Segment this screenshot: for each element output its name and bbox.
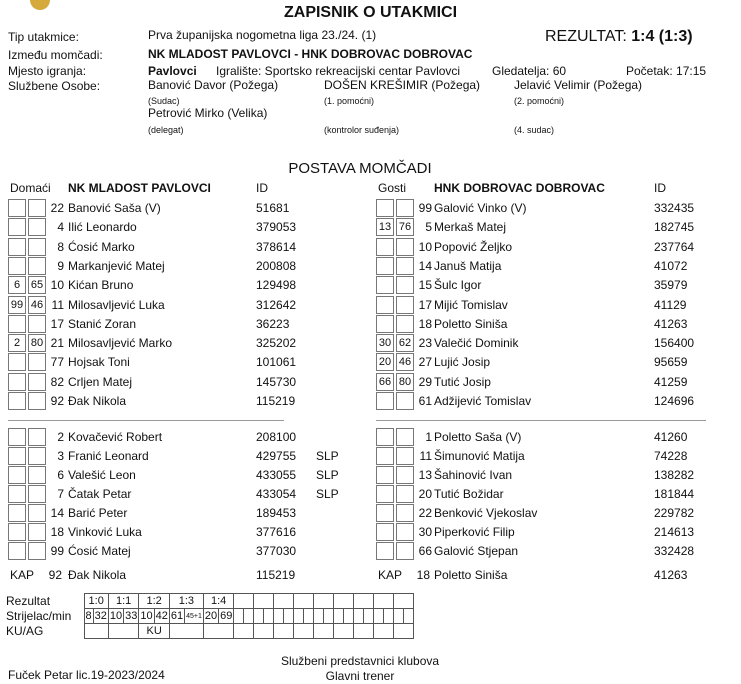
home-starter-player-id: 379053 (256, 220, 297, 235)
home-starter-player-name: Milosavljević Marko (68, 336, 173, 351)
goal-score-cell: 1:3 (169, 594, 203, 609)
home-captain-name: Đak Nikola (68, 568, 127, 582)
empty-scorer-cell (334, 609, 344, 624)
home-starter-player-number: 22 (50, 201, 64, 215)
scoring-ku-row (6, 624, 414, 639)
home-starter-player-number: 4 (57, 220, 64, 235)
home-sub-player-id: 433055 (256, 468, 297, 482)
home-starter-player-id: 378614 (256, 239, 297, 254)
empty-minute-cell (304, 609, 314, 624)
home-starter-player-id: 145730 (256, 374, 297, 389)
away-sub-player-name: Šimunović Matija (434, 449, 525, 463)
away-sub-sub-in-box (376, 542, 394, 560)
scoring-table (6, 593, 414, 639)
away-sub-player-number: 13 (418, 468, 432, 482)
home-starter-player-id: 51681 (256, 201, 290, 215)
away-sub-row (0, 542, 741, 561)
away-team-name: HNK DOBROVAC DOBROVAC (434, 181, 605, 195)
home-starter-player-id: 129498 (256, 278, 297, 293)
empty-score-cell (354, 594, 374, 609)
home-starter-player-number: 8 (57, 239, 64, 254)
home-captain-label: KAP (10, 568, 35, 582)
empty-score-cell (294, 594, 314, 609)
empty-scorer-cell (394, 609, 404, 624)
document-title: ZAPISNIK O UTAKMICI (283, 4, 458, 21)
home-captain-number: 92 (48, 568, 62, 582)
away-starter-sub-in-box (376, 276, 394, 294)
empty-minute-cell (384, 609, 394, 624)
away-divider (376, 420, 706, 421)
away-starter-player-number: 5 (425, 220, 432, 235)
away-sub-sub-in-box (376, 466, 394, 484)
official-assistant2-name: Jelavić Velimir (Požega) (514, 78, 643, 92)
away-starter-player-id: 124696 (654, 394, 695, 408)
away-starter-sub-minute-box: 46 (396, 353, 414, 371)
away-sub-player-name: Galović Stjepan (434, 544, 519, 558)
away-starter-row (0, 276, 741, 295)
match-type-label: Tip utakmice: (8, 30, 79, 44)
empty-minute-cell (364, 609, 374, 624)
home-starter-player-id: 312642 (256, 297, 297, 312)
away-starter-player-number: 17 (418, 297, 432, 312)
home-starter-player-number: 21 (50, 336, 64, 351)
place-value: Pavlovci (148, 64, 197, 78)
away-starter-player-id: 35979 (654, 278, 688, 293)
home-sub-player-number: 99 (50, 544, 64, 558)
goal-score-cell: 1:4 (203, 594, 234, 609)
home-starter-player-name: Milosavljević Luka (68, 297, 165, 312)
empty-minute-cell (324, 609, 334, 624)
ground-info: Igralište: Sportsko rekreacijski centar Pavlovci (216, 64, 461, 78)
away-starter-player-number: 29 (418, 374, 432, 389)
away-starter-player-id: 332435 (654, 201, 695, 215)
away-sub-player-id: 332428 (654, 544, 695, 558)
away-sub-player-id: 229782 (654, 506, 695, 520)
home-starter-sub-in-box: 2 (8, 334, 26, 352)
home-sub-player-number: 14 (50, 506, 64, 520)
away-starter-player-id: 41263 (654, 316, 688, 331)
home-starter-player-name: Banović Saša (V) (68, 201, 161, 215)
empty-scorer-cell (274, 609, 284, 624)
away-starter-player-name: Šulc Igor (434, 278, 482, 293)
away-sub-player-number: 66 (418, 544, 432, 558)
away-sub-player-number: 30 (418, 525, 432, 539)
home-side-label: Domaći (10, 181, 51, 195)
away-sub-player-number: 22 (418, 506, 432, 520)
goal-ku-cell: KU (139, 624, 170, 639)
away-starter-player-id: 182745 (654, 220, 695, 235)
empty-scorer-cell (354, 609, 364, 624)
away-sub-row (0, 447, 741, 466)
away-sub-player-number: 20 (418, 487, 432, 501)
official-delegate-role: (delegat) (148, 125, 184, 135)
official-controller-role: (kontrolor suđenja) (324, 125, 400, 135)
home-sub-player-number: 18 (50, 525, 64, 539)
empty-ku-cell (374, 624, 394, 639)
away-captain-number: 18 (416, 568, 430, 582)
home-sub-player-id: 208100 (256, 430, 297, 444)
empty-score-cell (334, 594, 354, 609)
goal-minute-cell: 32 (94, 610, 107, 622)
teams-label: Između momčadi: (8, 48, 103, 62)
home-starter-player-number: 10 (50, 278, 64, 293)
empty-ku-cell (394, 624, 414, 639)
home-starter-sub-in-box: 99 (8, 296, 26, 314)
away-starter-player-number: 99 (418, 201, 432, 215)
away-starter-player-number: 61 (418, 394, 432, 408)
home-starter-player-id: 200808 (256, 258, 297, 273)
away-sub-row (0, 428, 741, 447)
away-starter-player-name: Lujić Josip (434, 355, 491, 370)
scoring-result-row (6, 594, 414, 609)
home-starter-sub-minute-box: 46 (28, 296, 46, 314)
away-starter-row (0, 315, 741, 334)
away-sub-row (0, 523, 741, 542)
away-starter-player-number: 10 (418, 239, 432, 254)
home-sub-player-note: SLP (316, 449, 339, 463)
home-starter-player-id: 36223 (256, 316, 290, 331)
empty-score-cell (254, 594, 274, 609)
official-referee-name: Banović Davor (Požega) (148, 78, 279, 92)
away-starter-player-name: Galović Vinko (V) (434, 201, 527, 215)
empty-ku-cell (334, 624, 354, 639)
away-captain-id: 41263 (654, 568, 688, 582)
goal-score-cell: 1:1 (108, 594, 139, 609)
away-starter-sub-in-box: 20 (376, 353, 394, 371)
empty-ku-cell (274, 624, 294, 639)
home-team-name: NK MLADOST PAVLOVCI (68, 181, 211, 195)
empty-minute-cell (264, 609, 274, 624)
home-starter-sub-in-box: 6 (8, 276, 26, 294)
away-sub-row (0, 504, 741, 523)
home-starter-player-id: 101061 (256, 355, 297, 370)
away-sub-player-name: Šahinović Ivan (434, 468, 513, 482)
away-starter-row (0, 334, 741, 353)
home-divider (8, 420, 284, 421)
away-sub-sub-in-box (376, 428, 394, 446)
empty-ku-cell (314, 624, 334, 639)
away-starter-player-id: 41129 (654, 297, 687, 312)
away-starter-player-name: Poletto Siniša (434, 316, 508, 331)
home-sub-player-id: 189453 (256, 506, 297, 520)
footer-license: Fuček Petar lic.19-2023/2024 (8, 668, 165, 682)
away-starter-row (0, 257, 741, 276)
footer-representatives: Službeni predstavnici klubova (280, 654, 440, 668)
spectators-info: Gledatelja: 60 (492, 64, 567, 78)
home-sub-player-note: SLP (316, 487, 339, 501)
away-starter-sub-in-box (376, 257, 394, 275)
away-starter-player-name: Mijić Tomislav (434, 297, 508, 312)
home-starter-player-name: Đak Nikola (68, 394, 127, 408)
away-starter-sub-in-box (376, 238, 394, 256)
away-starter-player-id: 156400 (654, 336, 695, 351)
home-starter-player-number: 11 (51, 297, 64, 312)
away-starter-player-number: 27 (418, 355, 432, 370)
away-sub-sub-in-box (376, 523, 394, 541)
away-sub-sub-in-box (376, 447, 394, 465)
away-sub-row (0, 466, 741, 485)
empty-score-cell (394, 594, 414, 609)
away-starter-player-id: 237764 (654, 239, 695, 254)
home-sub-player-name: Vinković Luka (68, 525, 142, 539)
empty-scorer-cell (314, 609, 324, 624)
home-sub-player-name: Kovačević Robert (68, 430, 163, 444)
home-starter-sub-minute-box: 80 (28, 334, 46, 352)
empty-ku-cell (254, 624, 274, 639)
away-starter-player-name: Tutić Josip (434, 374, 491, 389)
away-starter-player-number: 14 (418, 258, 432, 273)
away-starter-sub-minute-box: 80 (396, 373, 414, 391)
teams-value: NK MLADOST PAVLOVCI - HNK DOBROVAC DOBROVAC (148, 47, 473, 61)
away-sub-player-name: Benković Vjekoslav (434, 506, 538, 520)
home-sub-player-name: Valešić Leon (68, 468, 136, 482)
home-starter-player-name: Ćosić Marko (68, 239, 135, 254)
empty-scorer-cell (294, 609, 304, 624)
home-id-label: ID (256, 181, 268, 195)
away-starter-row (0, 238, 741, 257)
away-starter-sub-in-box: 30 (376, 334, 394, 352)
empty-minute-cell (404, 609, 414, 624)
away-sub-player-number: 11 (419, 449, 432, 463)
home-sub-player-id: 377030 (256, 544, 297, 558)
goal-scorer-cell: 10 (109, 610, 123, 622)
away-starter-row (0, 199, 741, 218)
home-sub-player-name: Franić Leonard (68, 449, 149, 463)
home-sub-player-number: 7 (57, 487, 64, 501)
empty-minute-cell (344, 609, 354, 624)
home-starter-sub-minute-box: 65 (28, 276, 46, 294)
empty-score-cell (274, 594, 294, 609)
home-sub-player-id: 433054 (256, 487, 297, 501)
empty-score-cell (374, 594, 394, 609)
home-starter-player-number: 17 (50, 316, 64, 331)
scoring-result-label: Rezultat (6, 594, 51, 608)
goal-ku-cell (84, 624, 108, 639)
officials-label: Službene Osobe: (8, 79, 101, 93)
home-starter-player-name: Markanjević Matej (68, 258, 165, 273)
empty-score-cell (314, 594, 334, 609)
away-sub-player-id: 74228 (654, 449, 688, 463)
away-starter-player-id: 41259 (654, 374, 688, 389)
away-id-label: ID (654, 181, 666, 195)
official-assistant1-name: DOŠEN KREŠIMIR (Požega) (324, 78, 481, 92)
home-sub-player-number: 6 (57, 468, 64, 482)
away-starter-player-id: 41072 (654, 258, 688, 273)
away-starter-player-name: Popović Željko (434, 239, 513, 254)
away-starter-player-name: Januš Matija (434, 258, 502, 273)
away-starter-row (0, 392, 741, 411)
away-sub-player-name: Poletto Saša (V) (434, 430, 522, 444)
away-starter-player-name: Valečić Dominik (434, 336, 519, 351)
home-sub-player-name: Ćosić Matej (68, 544, 131, 558)
empty-score-cell (234, 594, 254, 609)
away-sub-player-id: 214613 (654, 525, 695, 539)
result (545, 28, 693, 46)
away-starter-row (0, 218, 741, 237)
away-starter-player-id: 95659 (654, 355, 688, 370)
home-captain-id: 115219 (256, 568, 296, 582)
result-label: REZULTAT: (545, 28, 627, 45)
home-starter-player-name: Stanić Zoran (68, 316, 137, 331)
empty-ku-cell (294, 624, 314, 639)
home-sub-player-id: 377616 (256, 525, 297, 539)
away-sub-player-id: 138282 (654, 468, 695, 482)
away-sub-player-id: 41260 (654, 430, 688, 444)
official-referee-role: (Sudac) (148, 96, 180, 106)
goal-score-cell: 1:2 (139, 594, 170, 609)
empty-ku-cell (234, 624, 254, 639)
home-sub-player-number: 2 (57, 430, 64, 444)
goal-ku-cell (169, 624, 203, 639)
home-starter-player-number: 9 (57, 258, 64, 273)
home-sub-player-name: Barić Peter (68, 506, 128, 520)
goal-minute-cell: 45+1 (185, 609, 204, 624)
home-starter-player-id: 115219 (256, 394, 296, 408)
lineup-section-title: POSTAVA MOMČADI (288, 160, 432, 177)
away-starter-row (0, 373, 741, 392)
away-starter-sub-minute-box: 62 (396, 334, 414, 352)
away-starter-row (0, 353, 741, 372)
goal-scorer-cell: 20 (204, 610, 218, 622)
home-starter-player-number: 82 (50, 374, 64, 389)
goal-minute-cell: 69 (220, 610, 233, 622)
away-starter-player-number: 23 (418, 336, 432, 351)
home-starter-player-name: Ilić Leonardo (68, 220, 137, 235)
goal-scorer-cell: 61 (170, 610, 184, 622)
home-sub-player-name: Čatak Petar (68, 487, 132, 501)
away-starter-sub-in-box (376, 315, 394, 333)
goal-scorer-cell: 8 (85, 610, 92, 622)
home-starter-player-name: Crljen Matej (68, 374, 133, 389)
home-starter-player-name: Hojsak Toni (68, 355, 130, 370)
empty-scorer-cell (254, 609, 264, 624)
home-starter-player-number: 77 (50, 355, 64, 370)
empty-ku-cell (354, 624, 374, 639)
away-starter-player-name: Adžijević Tomislav (434, 394, 532, 408)
away-starter-player-number: 15 (418, 278, 432, 293)
away-sub-sub-in-box (376, 485, 394, 503)
away-sub-player-name: Piperković Filip (434, 525, 515, 539)
empty-scorer-cell (234, 609, 244, 624)
away-sub-player-number: 1 (425, 430, 432, 444)
goal-scorer-cell: 10 (140, 610, 153, 622)
away-starter-sub-in-box: 13 (376, 218, 394, 236)
scoring-scorer-row (6, 609, 414, 624)
goal-ku-cell (108, 624, 139, 639)
away-starter-player-number: 18 (418, 316, 432, 331)
official-delegate-name: Petrović Mirko (Velika) (148, 106, 268, 120)
footer-head-coach: Glavni trener (325, 669, 395, 683)
match-type-value: Prva županijska nogometna liga 23./24. (1) (148, 28, 377, 42)
official-assistant1-role: (1. pomoćni) (324, 96, 375, 106)
empty-minute-cell (244, 609, 254, 624)
away-side-label: Gosti (378, 181, 407, 195)
goal-minute-cell: 33 (125, 610, 138, 622)
away-sub-row (0, 485, 741, 504)
home-sub-player-note: SLP (316, 468, 339, 482)
place-label: Mjesto igranja: (8, 64, 87, 78)
scoring-scorer-label: Strijelac/min (6, 609, 72, 623)
start-time: Početak: 17:15 (626, 64, 707, 78)
away-starter-sub-in-box (376, 392, 394, 410)
away-starter-sub-in-box (376, 296, 394, 314)
empty-scorer-cell (374, 609, 384, 624)
away-sub-sub-in-box (376, 504, 394, 522)
away-captain-label: KAP (378, 568, 403, 582)
official-fourth-role: (4. sudac) (514, 125, 555, 135)
away-starter-player-name: Merkaš Matej (434, 220, 507, 235)
away-sub-player-name: Tutić Božidar (434, 487, 504, 501)
goal-ku-cell (203, 624, 234, 639)
away-starter-sub-minute-box: 76 (396, 218, 414, 236)
empty-minute-cell (284, 609, 294, 624)
home-starter-player-number: 92 (50, 394, 64, 408)
home-starter-player-name: Kićan Bruno (68, 278, 134, 293)
away-sub-player-id: 181844 (654, 487, 695, 501)
scoring-ku-label: KU/AG (6, 624, 44, 638)
home-starter-player-id: 325202 (256, 336, 297, 351)
away-starter-sub-in-box (376, 199, 394, 217)
result-value: 1:4 (1:3) (631, 28, 693, 45)
home-sub-player-number: 3 (57, 449, 64, 463)
goal-minute-cell: 42 (155, 610, 168, 622)
official-assistant2-role: (2. pomoćni) (514, 96, 565, 106)
goal-score-cell: 1:0 (84, 594, 108, 609)
away-starter-row (0, 296, 741, 315)
away-starter-sub-in-box: 66 (376, 373, 394, 391)
home-sub-player-id: 429755 (256, 449, 297, 463)
away-captain-name: Poletto Siniša (434, 568, 508, 582)
